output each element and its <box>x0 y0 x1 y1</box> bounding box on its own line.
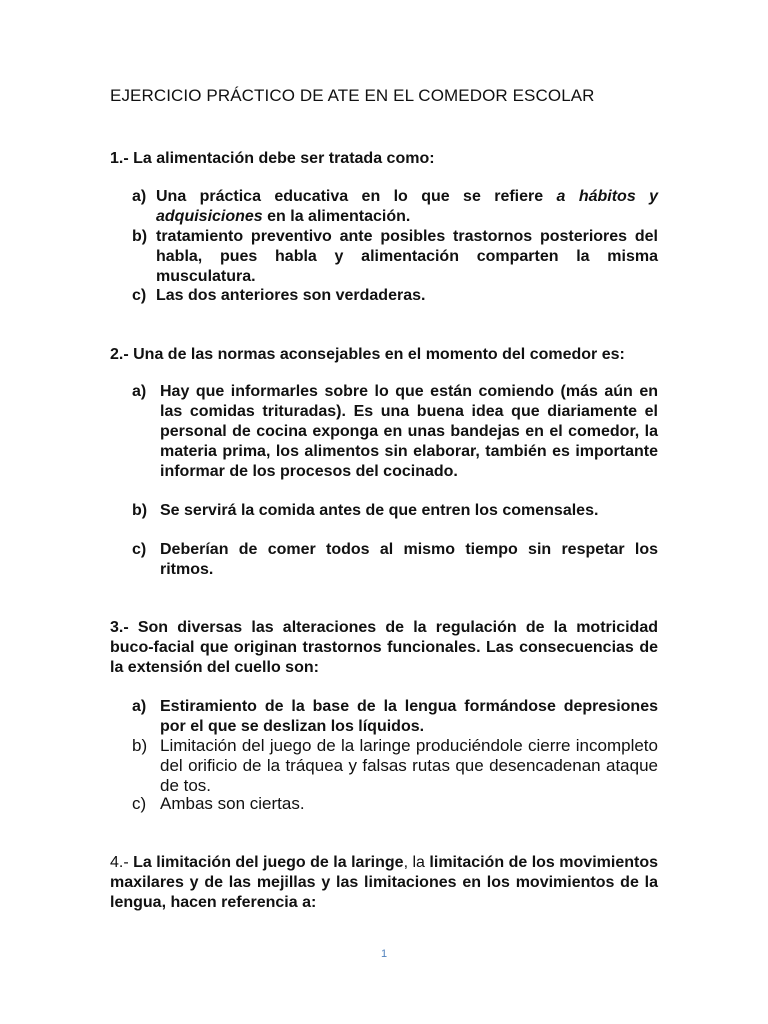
option-text: Deberían de comer todos al mismo tiempo sin respetar los ritmos. <box>160 541 658 578</box>
question-3-option-a <box>110 697 658 737</box>
option-text: Ambas son ciertas. <box>160 794 305 813</box>
option-text: Hay que informarles sobre lo que están comiendo (más aún en las comidas trituradas). Es una buena idea que diariamente el personal de cocina exponga en unas bandejas en el comedor, la materia prima, los alimentos sin elaborar, también es importante informar de los procesos del cocinado. <box>160 383 658 480</box>
question-text-part: , la <box>403 854 430 871</box>
question-2-option-a <box>110 382 658 482</box>
question-2: 2.- Una de las normas aconsejables en el momento del comedor es: <box>110 346 625 363</box>
option-text-part: Una práctica educativa en lo que se refiere <box>156 188 557 205</box>
option-label: b) <box>132 502 148 519</box>
question-3-option-c <box>110 794 658 814</box>
question-1-option-b <box>110 227 658 287</box>
question-text-part: La limitación del juego de la laringe <box>128 854 404 871</box>
document-title: EJERCICIO PRÁCTICO DE ATE EN EL COMEDOR ESCOLAR <box>110 86 595 105</box>
option-label: a) <box>132 188 147 205</box>
question-text-part: limitación de los movimientos maxilares y de las mejillas y las limitaciones en los movimientos de la lengua, hacen referencia a: <box>110 854 658 911</box>
question-3: 3.- Son diversas las alteraciones de la regulación de la motricidad buco-facial que originan trastornos funcionales. Las consecuencias de la extensión del cuello son: <box>110 619 658 676</box>
option-text: Estiramiento de la base de la lengua formándose depresiones por el que se deslizan los líquidos. <box>160 698 658 735</box>
option-text-part: en la alimentación. <box>262 208 411 225</box>
question-4 <box>110 853 658 913</box>
option-label: a) <box>132 383 147 400</box>
option-text-emphasis: adquisiciones <box>156 208 263 225</box>
option-text: Limitación del juego de la laringe produciéndole cierre incompleto del orificio de la tráquea y falsas rutas que desencadenan ataque de tos. <box>160 736 658 795</box>
option-label: b) <box>132 228 148 245</box>
option-text-emphasis: a hábitos y <box>556 188 659 205</box>
option-label: b) <box>132 736 148 755</box>
option-label: c) <box>132 794 147 813</box>
question-number: 4.- <box>110 854 129 871</box>
question-1-option-c <box>110 286 658 306</box>
question-2-option-c <box>110 540 658 580</box>
option-text: Se servirá la comida antes de que entren los comensales. <box>160 502 599 519</box>
option-text: tratamiento preventivo ante posibles trastornos posteriores del habla, pues habla y alimentación comparten la misma musculatura. <box>156 228 658 285</box>
question-2-option-b <box>110 501 658 521</box>
page-number: 1 <box>380 948 388 960</box>
option-label: c) <box>132 541 147 558</box>
question-3-option-b <box>110 736 658 796</box>
question-1: 1.- La alimentación debe ser tratada como: <box>110 150 435 167</box>
option-label: c) <box>132 287 147 304</box>
option-text <box>156 187 658 227</box>
option-label: a) <box>132 698 147 715</box>
option-text: Las dos anteriores son verdaderas. <box>156 287 426 304</box>
question-1-option-a <box>110 187 658 227</box>
